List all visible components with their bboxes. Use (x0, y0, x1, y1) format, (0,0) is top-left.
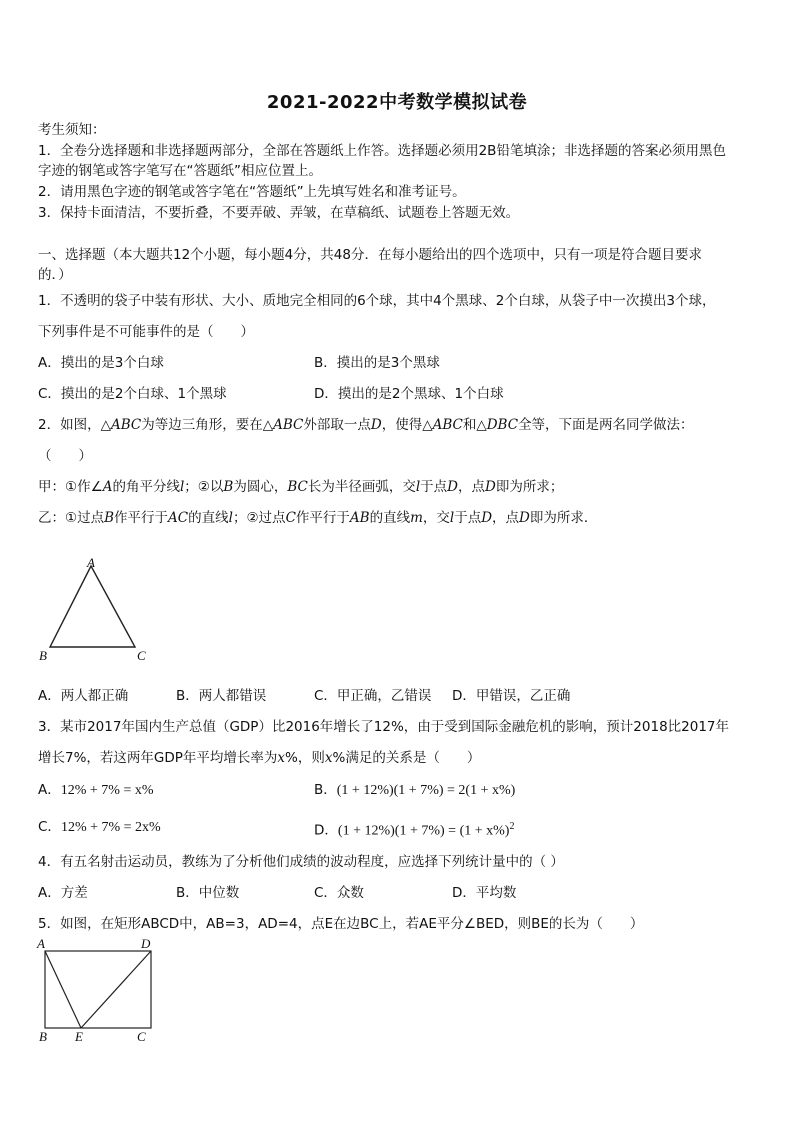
q2-triangle-figure (34, 554, 164, 666)
segment-ae (45, 951, 81, 1028)
q3-option-a: A．12% + 7% = x% (38, 782, 154, 798)
q2-option-d: D．甲错误，乙正确 (452, 688, 571, 704)
q5-rectangle-figure (34, 935, 164, 1047)
q2-tri-abc: △ABC (262, 417, 304, 433)
q3-option-d: D．$(1 + 12\%)(1 + 7\%) = (1 + x\%)^2$ (314, 821, 515, 839)
q4-option-c: C．众数 (314, 885, 364, 901)
vertex-d-label: D (141, 936, 151, 951)
q2-tri-abc: △ABC (422, 417, 463, 433)
rectangle-abcd (45, 951, 151, 1028)
q3-option-d-expr: (1 + 12%)(1 + 7%) = (1 + x%) (337, 823, 510, 839)
notice-item-1b: 字迹的钢笔或答字笔写在“答题纸”相应位置上。 (38, 163, 322, 179)
q1-option-b: B．摸出的是3个黑球 (314, 355, 440, 371)
q1-option-a: A．摸出的是3个白球 (38, 355, 164, 371)
q2-method-jia: 甲：①作∠A的角平分线l；②以B为圆心，BC长为半径画弧，交l于点D，点D即为所求； (38, 479, 564, 495)
segment-de (81, 951, 151, 1028)
vertex-c-label: C (137, 1029, 146, 1044)
q2-tri-dbc: △DBC (476, 417, 519, 433)
q3-option-d-exponent: 2 (509, 821, 515, 832)
notice-heading: 考生须知： (38, 122, 106, 138)
q4-option-a: A．方差 (38, 885, 88, 901)
section-heading-b: 的．） (38, 267, 72, 283)
vertex-b-label: B (39, 648, 47, 663)
q3-option-c-expr: 12% + 7% = 2x% (60, 820, 161, 835)
q1-option-c: C．摸出的是2个白球、1个黑球 (38, 386, 227, 402)
q2-option-a: A．两人都正确 (38, 688, 129, 704)
q2-answer-paren: （ ） (38, 448, 92, 464)
q2-stem: 2．如图，△ABC为等边三角形，要在△ABC外部取一点D，使得△ABC和△DBC全等，下面是两名同学做法： (38, 417, 694, 433)
point-e-label: E (75, 1029, 83, 1044)
vertex-c-label: C (137, 648, 146, 663)
triangle-abc (50, 566, 135, 647)
q3-option-b-expr: (1 + 12%)(1 + 7%) = 2(1 + x%) (336, 783, 516, 798)
q2-method-yi: 乙：①过点B作平行于AC的直线l；②过点C作平行于AB的直线m，交l于点D，点D即为所求． (38, 510, 598, 526)
q2-point-d: D (370, 417, 382, 433)
vertex-a-label: A (37, 936, 45, 951)
section-heading-a: 一、选择题（本大题共12个小题，每小题4分，共48分．在每小题给出的四个选项中，只有一项是符合题目要求 (38, 247, 702, 263)
notice-item-2: 2．请用黑色字迹的钢笔或答字笔在“答题纸”上先填写姓名和准考证号。 (38, 184, 466, 200)
vertex-b-label: B (39, 1029, 47, 1044)
q4-stem: 4．有五名射击运动员，教练为了分析他们成绩的波动程度，应选择下列统计量中的（ ） (38, 854, 564, 870)
q2-tri-abc: △ABC (100, 417, 142, 433)
notice-item-3: 3．保持卡面清洁，不要折叠，不要弄破、弄皱，在草稿纸、试题卷上答题无效。 (38, 205, 520, 221)
q3-option-c: C．12% + 7% = 2x% (38, 819, 161, 835)
q3-option-b: B．(1 + 12%)(1 + 7%) = 2(1 + x%) (314, 782, 516, 798)
q5-stem: 5．如图，在矩形ABCD中，AB=3，AD=4，点E在边BC上，若AE平分∠BED，则BE的长为（ ） (38, 916, 644, 932)
q2-option-b: B．两人都错误 (176, 688, 267, 704)
q3-stem-a: 3．某市2017年国内生产总值（GDP）比2016年增长了12%，由于受到国际金融危机的影响，预计2018比2017年 (38, 719, 730, 735)
page-title: 2021-2022中考数学模拟试卷 (266, 92, 528, 113)
q4-option-b: B．中位数 (176, 885, 240, 901)
vertex-a-label: A (87, 555, 95, 570)
q3-option-a-expr: 12% + 7% = x% (60, 783, 154, 798)
q3-stem-b: 增长7%，若这两年GDP年平均增长率为x%，则x%满足的关系是（ ） (38, 750, 481, 766)
q4-option-d: D．平均数 (452, 885, 517, 901)
q1-option-d: D．摸出的是2个黑球、1个白球 (314, 386, 504, 402)
q2-option-c: C．甲正确，乙错误 (314, 688, 432, 704)
notice-item-1a: 1．全卷分选择题和非选择题两部分，全部在答题纸上作答。选择题必须用2B铅笔填涂；非选择题的答案必须用黑色 (38, 143, 726, 159)
q1-stem-b: 下列事件是不可能事件的是（ ） (38, 324, 254, 340)
q1-stem-a: 1．不透明的袋子中装有形状、大小、质地完全相同的6个球，其中4个黑球、2个白球，从袋子中一次摸出3个球， (38, 293, 716, 309)
